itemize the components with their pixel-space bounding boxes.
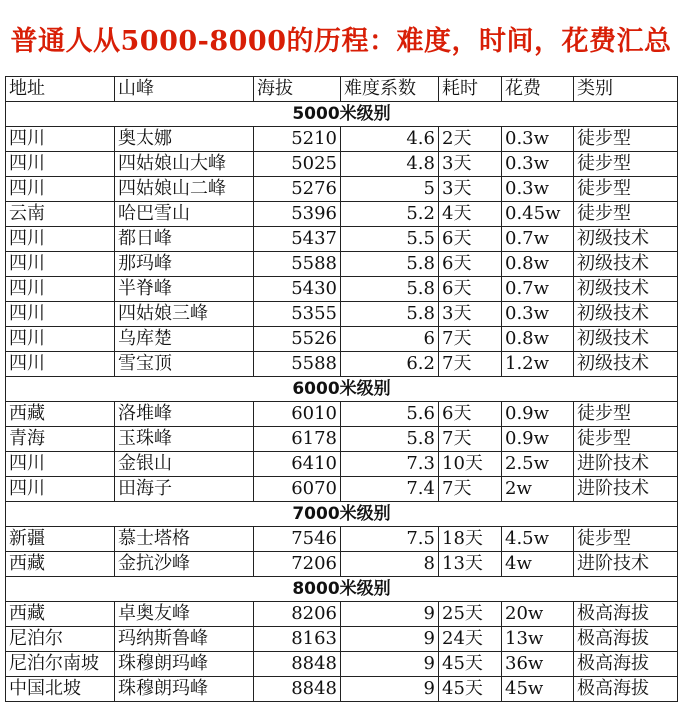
cell-peak: 金抗沙峰: [115, 552, 254, 577]
cell-difficulty: 7.4: [341, 477, 439, 502]
cell-difficulty: 5.8: [341, 252, 439, 277]
cell-address: 尼泊尔: [6, 627, 115, 652]
cell-duration: 3天: [439, 177, 502, 202]
cell-altitude: 8163: [254, 627, 341, 652]
cell-peak: 都日峰: [115, 227, 254, 252]
cell-difficulty: 6: [341, 327, 439, 352]
cell-cost: 0.7w: [502, 227, 574, 252]
cell-peak: 田海子: [115, 477, 254, 502]
table-row: [6, 277, 678, 302]
table-row: [6, 402, 678, 427]
section-header-row: [6, 502, 678, 527]
cell-difficulty: 8: [341, 552, 439, 577]
section-label: 6000米级别: [6, 377, 678, 402]
cell-duration: 3天: [439, 302, 502, 327]
table-row: [6, 677, 678, 702]
cell-category: 徒步型: [574, 202, 678, 227]
page-title: 普通人从5000-8000的历程：难度，时间，花费汇总: [10, 25, 672, 57]
cell-difficulty: 7.3: [341, 452, 439, 477]
cell-duration: 10天: [439, 452, 502, 477]
cell-peak: 四姑娘三峰: [115, 302, 254, 327]
cell-address: 青海: [6, 427, 115, 452]
cell-altitude: 5025: [254, 152, 341, 177]
table-row: [6, 652, 678, 677]
cell-cost: 0.8w: [502, 327, 574, 352]
header-cost: 花费: [502, 77, 574, 102]
cell-altitude: 5430: [254, 277, 341, 302]
cell-duration: 7天: [439, 327, 502, 352]
cell-cost: 1.2w: [502, 352, 574, 377]
cell-difficulty: 7.5: [341, 527, 439, 552]
cell-peak: 卓奥友峰: [115, 602, 254, 627]
cell-category: 极高海拔: [574, 652, 678, 677]
cell-peak: 玛纳斯鲁峰: [115, 627, 254, 652]
cell-altitude: 5437: [254, 227, 341, 252]
section-label: 7000米级别: [6, 502, 678, 527]
cell-cost: 13w: [502, 627, 574, 652]
cell-peak: 奥太娜: [115, 127, 254, 152]
cell-difficulty: 9: [341, 602, 439, 627]
cell-peak: 珠穆朗玛峰: [115, 677, 254, 702]
cell-duration: 24天: [439, 627, 502, 652]
cell-peak: 四姑娘山大峰: [115, 152, 254, 177]
cell-category: 极高海拔: [574, 627, 678, 652]
cell-duration: 2天: [439, 127, 502, 152]
table-row: [6, 527, 678, 552]
cell-altitude: 5276: [254, 177, 341, 202]
cell-duration: 25天: [439, 602, 502, 627]
cell-altitude: 6010: [254, 402, 341, 427]
cell-category: 初级技术: [574, 252, 678, 277]
cell-altitude: 6070: [254, 477, 341, 502]
cell-peak: 雪宝顶: [115, 352, 254, 377]
cell-address: 四川: [6, 252, 115, 277]
cell-altitude: 5355: [254, 302, 341, 327]
section-label: 8000米级别: [6, 577, 678, 602]
cell-altitude: 8848: [254, 677, 341, 702]
header-peak: 山峰: [115, 77, 254, 102]
cell-address: 四川: [6, 302, 115, 327]
cell-address: 四川: [6, 227, 115, 252]
cell-duration: 3天: [439, 152, 502, 177]
cell-cost: 0.3w: [502, 177, 574, 202]
summary-table: [5, 76, 678, 702]
cell-duration: 6天: [439, 402, 502, 427]
cell-altitude: 5588: [254, 252, 341, 277]
cell-cost: 0.9w: [502, 427, 574, 452]
cell-duration: 45天: [439, 677, 502, 702]
cell-cost: 2w: [502, 477, 574, 502]
header-duration: 耗时: [439, 77, 502, 102]
table-row: [6, 302, 678, 327]
cell-peak: 四姑娘山二峰: [115, 177, 254, 202]
cell-category: 极高海拔: [574, 677, 678, 702]
cell-duration: 7天: [439, 477, 502, 502]
table-row: [6, 202, 678, 227]
cell-duration: 4天: [439, 202, 502, 227]
cell-address: 四川: [6, 352, 115, 377]
table-row: [6, 127, 678, 152]
cell-category: 徒步型: [574, 177, 678, 202]
cell-cost: 0.3w: [502, 302, 574, 327]
cell-altitude: 5588: [254, 352, 341, 377]
table-header-row: [6, 77, 678, 102]
cell-peak: 那玛峰: [115, 252, 254, 277]
cell-category: 进阶技术: [574, 452, 678, 477]
cell-category: 初级技术: [574, 227, 678, 252]
cell-difficulty: 5: [341, 177, 439, 202]
table-row: [6, 477, 678, 502]
section-header-row: [6, 377, 678, 402]
cell-difficulty: 5.5: [341, 227, 439, 252]
cell-difficulty: 4.8: [341, 152, 439, 177]
cell-address: 西藏: [6, 552, 115, 577]
table-row: [6, 552, 678, 577]
cell-difficulty: 9: [341, 677, 439, 702]
cell-address: 尼泊尔南坡: [6, 652, 115, 677]
cell-address: 云南: [6, 202, 115, 227]
cell-cost: 0.8w: [502, 252, 574, 277]
cell-category: 徒步型: [574, 152, 678, 177]
cell-category: 极高海拔: [574, 602, 678, 627]
cell-duration: 6天: [439, 227, 502, 252]
cell-difficulty: 5.8: [341, 302, 439, 327]
cell-cost: 20w: [502, 602, 574, 627]
cell-cost: 0.7w: [502, 277, 574, 302]
cell-duration: 6天: [439, 252, 502, 277]
cell-address: 四川: [6, 327, 115, 352]
table-row: [6, 427, 678, 452]
table-row: [6, 152, 678, 177]
table-row: [6, 227, 678, 252]
table-body: [6, 77, 678, 702]
cell-address: 四川: [6, 477, 115, 502]
cell-altitude: 8848: [254, 652, 341, 677]
table-row: [6, 452, 678, 477]
section-header-row: [6, 577, 678, 602]
table-row: [6, 327, 678, 352]
cell-altitude: 6410: [254, 452, 341, 477]
cell-altitude: 5396: [254, 202, 341, 227]
cell-category: 徒步型: [574, 127, 678, 152]
cell-category: 初级技术: [574, 352, 678, 377]
cell-category: 徒步型: [574, 402, 678, 427]
header-altitude: 海拔: [254, 77, 341, 102]
table-row: [6, 627, 678, 652]
cell-category: 进阶技术: [574, 477, 678, 502]
cell-cost: 4w: [502, 552, 574, 577]
cell-cost: 2.5w: [502, 452, 574, 477]
cell-peak: 洛堆峰: [115, 402, 254, 427]
cell-difficulty: 9: [341, 627, 439, 652]
cell-altitude: 6178: [254, 427, 341, 452]
cell-peak: 金银山: [115, 452, 254, 477]
header-difficulty: 难度系数: [341, 77, 439, 102]
cell-peak: 慕士塔格: [115, 527, 254, 552]
cell-cost: 0.45w: [502, 202, 574, 227]
cell-address: 四川: [6, 152, 115, 177]
cell-duration: 13天: [439, 552, 502, 577]
cell-cost: 0.9w: [502, 402, 574, 427]
cell-address: 四川: [6, 127, 115, 152]
cell-peak: 半脊峰: [115, 277, 254, 302]
cell-category: 徒步型: [574, 527, 678, 552]
cell-address: 新疆: [6, 527, 115, 552]
table-row: [6, 177, 678, 202]
cell-address: 四川: [6, 452, 115, 477]
cell-address: 中国北坡: [6, 677, 115, 702]
cell-duration: 18天: [439, 527, 502, 552]
cell-difficulty: 9: [341, 652, 439, 677]
table-row: [6, 252, 678, 277]
cell-cost: 0.3w: [502, 152, 574, 177]
cell-cost: 36w: [502, 652, 574, 677]
cell-category: 初级技术: [574, 327, 678, 352]
cell-difficulty: 4.6: [341, 127, 439, 152]
cell-altitude: 5526: [254, 327, 341, 352]
cell-duration: 7天: [439, 352, 502, 377]
cell-duration: 7天: [439, 427, 502, 452]
cell-peak: 乌库楚: [115, 327, 254, 352]
cell-peak: 玉珠峰: [115, 427, 254, 452]
cell-address: 西藏: [6, 402, 115, 427]
cell-difficulty: 5.8: [341, 427, 439, 452]
cell-difficulty: 5.6: [341, 402, 439, 427]
cell-cost: 0.3w: [502, 127, 574, 152]
header-category: 类别: [574, 77, 678, 102]
cell-altitude: 8206: [254, 602, 341, 627]
cell-address: 西藏: [6, 602, 115, 627]
cell-cost: 45w: [502, 677, 574, 702]
cell-category: 初级技术: [574, 277, 678, 302]
cell-category: 初级技术: [574, 302, 678, 327]
header-address: 地址: [6, 77, 115, 102]
table-row: [6, 352, 678, 377]
cell-duration: 6天: [439, 277, 502, 302]
cell-difficulty: 5.8: [341, 277, 439, 302]
cell-difficulty: 6.2: [341, 352, 439, 377]
cell-cost: 4.5w: [502, 527, 574, 552]
section-label: 5000米级别: [6, 102, 678, 127]
cell-difficulty: 5.2: [341, 202, 439, 227]
cell-duration: 45天: [439, 652, 502, 677]
cell-address: 四川: [6, 277, 115, 302]
table-row: [6, 602, 678, 627]
section-header-row: [6, 102, 678, 127]
cell-altitude: 7206: [254, 552, 341, 577]
cell-peak: 哈巴雪山: [115, 202, 254, 227]
cell-peak: 珠穆朗玛峰: [115, 652, 254, 677]
cell-category: 徒步型: [574, 427, 678, 452]
cell-altitude: 7546: [254, 527, 341, 552]
cell-altitude: 5210: [254, 127, 341, 152]
cell-address: 四川: [6, 177, 115, 202]
cell-category: 进阶技术: [574, 552, 678, 577]
